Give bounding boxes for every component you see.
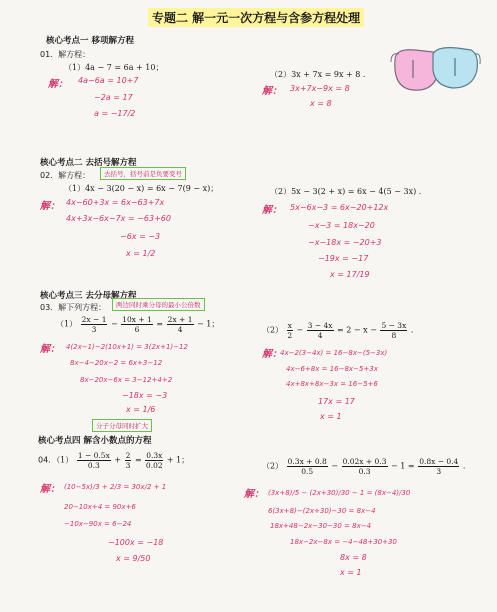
work-line: −10x−90x = 6−24	[64, 520, 132, 528]
work-line: x = 1/2	[126, 249, 156, 258]
section-heading-1: 核心考点一 移项解方程	[46, 36, 134, 46]
work-line: 18x+48−2x−30−30 = 8x−4	[270, 522, 372, 530]
problem-2-1: （1）4x − 3(20 − x) = 6x − 7(9 − x)；	[64, 184, 219, 193]
work-line: −6x = −3	[120, 232, 161, 241]
work-line: 4a−6a = 10+7	[78, 76, 139, 85]
work-line: −100x = −18	[108, 538, 164, 547]
work-line: 4(2x−1)−2(10x+1) = 3(2x+1)−12	[66, 343, 188, 351]
work-line: −2a = 17	[94, 93, 133, 102]
work-line: −18x = −3	[122, 391, 168, 400]
work-line: −19x = −17	[318, 254, 369, 263]
work-line: 4x+8x+8x−3x = 16−5+6	[286, 380, 378, 388]
work-line: (3x+8)/5 − (2x+30)/30 − 1 = (8x−4)/30	[268, 489, 411, 497]
work-line: x = 9/50	[116, 554, 151, 563]
work-line: 8x−4−20x−2 = 6x+3−12	[70, 359, 163, 367]
work-line: 20−10x+4 = 90x+6	[64, 503, 136, 511]
work-line: −x−3 = 18x−20	[308, 221, 375, 230]
work-line: x = 17/19	[330, 270, 370, 279]
work-line: 4x−6+8x = 16−8x−5+3x	[286, 365, 378, 373]
work-line: 8x−20x−6x = 3−12+4+2	[80, 376, 173, 384]
problem-2-2: （2）5x − 3(2 + x) = 6x − 4(5 − 3x) .	[270, 187, 422, 196]
problem-3-1: （1） $\frac{2x - 1}{3}$ − $\frac{10x + 1}{6}$ = $\frac{2x + 1}{4}$ − 1；	[56, 315, 220, 334]
solution-mark: 解：	[262, 205, 282, 216]
work-line: 4x+3x−6x−7x = −63+60	[66, 214, 171, 223]
margin-note: 两边同时乘分母的最小公倍数	[112, 298, 205, 311]
work-line: (10−5x)/3 + 2/3 = 30x/2 + 1	[64, 483, 167, 491]
section-heading-2: 核心考点二 去括号解方程	[40, 158, 137, 168]
work-line: x = 8	[310, 99, 332, 108]
solution-mark: 解：	[40, 484, 60, 495]
work-line: x = 1	[340, 568, 362, 577]
problem-4-1: 04．（1） $\frac{1 - 0.5x}{0.3}$ + $\frac{2}{3}$ = $\frac{0.3x}{0.02}$ + 1；	[38, 451, 190, 470]
work-line: 17x = 17	[318, 397, 355, 406]
section-heading-4: 核心考点四 解含小数点的方程	[38, 436, 152, 446]
work-line: x = 1	[320, 412, 342, 421]
problem-3-2: （2） $\frac{x}{2}$ − $\frac{3 - 4x}{4}$ = 2 − x − $\frac{5 - 3x}{8}$ .	[262, 321, 414, 340]
solution-mark: 解：	[262, 349, 282, 360]
solution-mark: 解：	[40, 201, 60, 212]
work-line: 3x+7x−9x = 8	[290, 84, 350, 93]
problem-1-1: （1）4a − 7 = 6a + 10；	[64, 63, 164, 72]
work-line: −x−18x = −20+3	[308, 238, 382, 247]
solution-mark: 解：	[244, 489, 264, 500]
work-line: 6(3x+8)−(2x+30)−30 = 8x−4	[268, 507, 376, 515]
work-line: a = −17/2	[94, 109, 136, 118]
margin-note: 去括号，括号前是负要变号	[100, 167, 186, 180]
problem-4-2: （2） $\frac{0.3x + 0.8}{0.5}$ − $\frac{0.02x + 0.3}{0.3}$ − 1 = $\frac{0.8x - 0.4}{3}$ .	[262, 457, 466, 476]
work-line: 4x−2(3−4x) = 16−8x−(5−3x)	[280, 349, 388, 357]
work-line: 5x−6x−3 = 6x−20+12x	[290, 203, 389, 212]
question-label-01: 01．解方程：	[40, 50, 91, 59]
section-heading-3: 核心考点三 去分母解方程	[40, 291, 137, 301]
work-line: 8x = 8	[340, 553, 367, 562]
work-line: 18x−2x−8x = −4−48+30+30	[290, 538, 397, 546]
question-label-03: 03．解下列方程：	[40, 303, 107, 312]
solution-mark: 解：	[48, 79, 68, 90]
question-label-02: 02．解方程：	[40, 171, 91, 180]
problem-1-2: （2）3x + 7x = 9x + 8 .	[270, 70, 366, 79]
solution-mark: 解：	[40, 344, 60, 355]
margin-note: 分子分母同时扩大	[92, 419, 152, 432]
work-line: 4x−60+3x = 6x−63+7x	[66, 198, 165, 207]
work-line: x = 1/6	[126, 405, 156, 414]
face-mask-doodle-icon	[389, 40, 481, 98]
page-title: 专题二 解一元一次方程与含参方程处理	[148, 8, 364, 27]
solution-mark: 解：	[262, 86, 282, 97]
